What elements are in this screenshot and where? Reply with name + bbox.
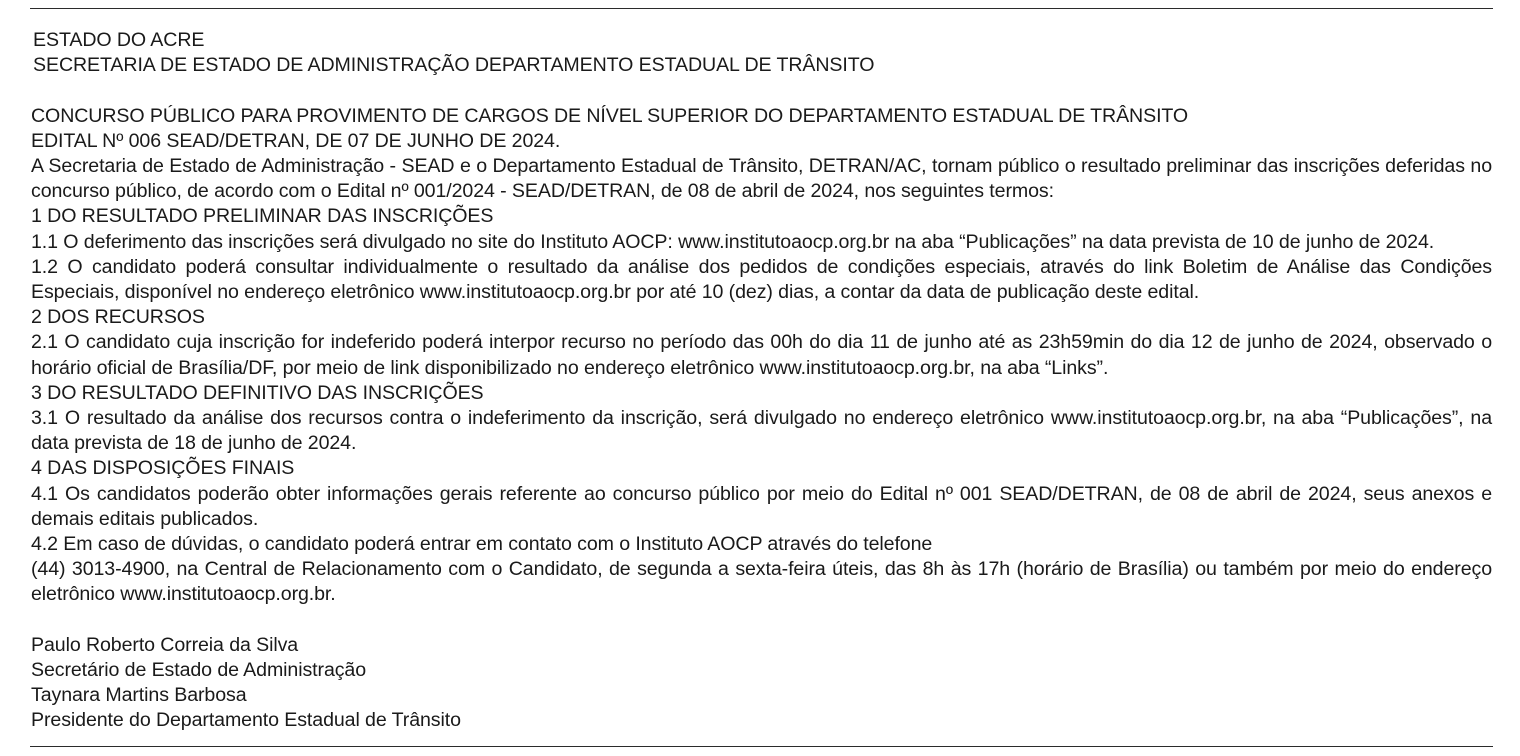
signatory-name: Taynara Martins Barbosa: [31, 684, 247, 707]
section-heading-4: 4 DAS DISPOSIÇÕES FINAIS: [31, 457, 295, 480]
state-name: ESTADO DO ACRE: [33, 29, 205, 51]
notice-title: CONCURSO PÚBLICO PARA PROVIMENTO DE CARGOS DE NÍVEL SUPERIOR DO DEPARTAMENTO ESTADUAL DE TRÂNSITO: [31, 104, 1189, 127]
signatory-name: Paulo Roberto Correia da Silva: [31, 633, 299, 656]
edital-number: EDITAL Nº 006 SEAD/DETRAN, DE 07 DE JUNHO DE 2024.: [31, 129, 561, 152]
item-1-2: 1.2 O candidato poderá consultar individualmente o resultado da análise dos pedidos de condições especiais, através do link Boletim de Análise das Condições Especiais, disponível no endereço eletrônico www.institutoaocp.org.br por até 10 (dez) dias, a contar da data de publicação deste edital.: [31, 255, 1492, 304]
secretariat-name: SECRETARIA DE ESTADO DE ADMINISTRAÇÃO DEPARTAMENTO ESTADUAL DE TRÂNSITO: [33, 54, 875, 77]
item-2-1: 2.1 O candidato cuja inscrição for indeferido poderá interpor recurso no período das 00h do dia 11 de junho até as 23h59min do dia 12 de junho de 2024, observado o horário oficial de Brasília/DF, por meio de link disponibilizado no endereço eletrônico www.institutoaocp.org.br, na aba “Links”.: [31, 331, 1492, 379]
item-1-1: 1.1 O deferimento das inscrições será divulgado no site do Instituto AOCP: www.institutoaocp.org.br na aba “Publicações” na data prevista de 10 de junho de 2024.: [31, 230, 1435, 253]
spacer: [31, 78, 1492, 103]
intro-paragraph: A Secretaria de Estado de Administração - SEAD e o Departamento Estadual de Trânsito, DETRAN/AC, tornam público o resultado preliminar das inscrições deferidas no concurso público, de acordo com o Edital nº 001/2024 - SEAD/DETRAN, de 08 de abril de 2024, nos seguintes termos:: [31, 155, 1492, 203]
top-rule: [30, 8, 1493, 9]
item-4-2-continued: (44) 3013-4900, na Central de Relacionamento com o Candidato, de segunda a sexta-feira úteis, das 8h às 17h (horário de Brasília) ou também por meio do endereço eletrônico www.institutoaocp.org.br.: [31, 558, 1492, 606]
section-heading-1: 1 DO RESULTADO PRELIMINAR DAS INSCRIÇÕES: [31, 205, 494, 228]
signatory-role: Presidente do Departamento Estadual de Trânsito: [31, 709, 461, 732]
official-notice: [31, 28, 1492, 734]
signatory-role: Secretário de Estado de Administração: [31, 659, 367, 682]
spacer: [31, 608, 1492, 633]
item-4-2: 4.2 Em caso de dúvidas, o candidato poderá entrar em contato com o Instituto AOCP através do telefone: [31, 533, 933, 556]
section-heading-3: 3 DO RESULTADO DEFINITIVO DAS INSCRIÇÕES: [31, 381, 484, 404]
section-heading-2: 2 DOS RECURSOS: [31, 306, 205, 329]
bottom-rule: [30, 746, 1493, 747]
item-3-1: 3.1 O resultado da análise dos recursos contra o indeferimento da inscrição, será divulgado no endereço eletrônico www.institutoaocp.org.br, na aba “Publicações”, na data prevista de 18 de junho de 2024.: [31, 407, 1492, 455]
item-4-1: 4.1 Os candidatos poderão obter informações gerais referente ao concurso público por meio do Edital nº 001 SEAD/DETRAN, de 08 de abril de 2024, seus anexos e demais editais publicados.: [31, 482, 1492, 530]
